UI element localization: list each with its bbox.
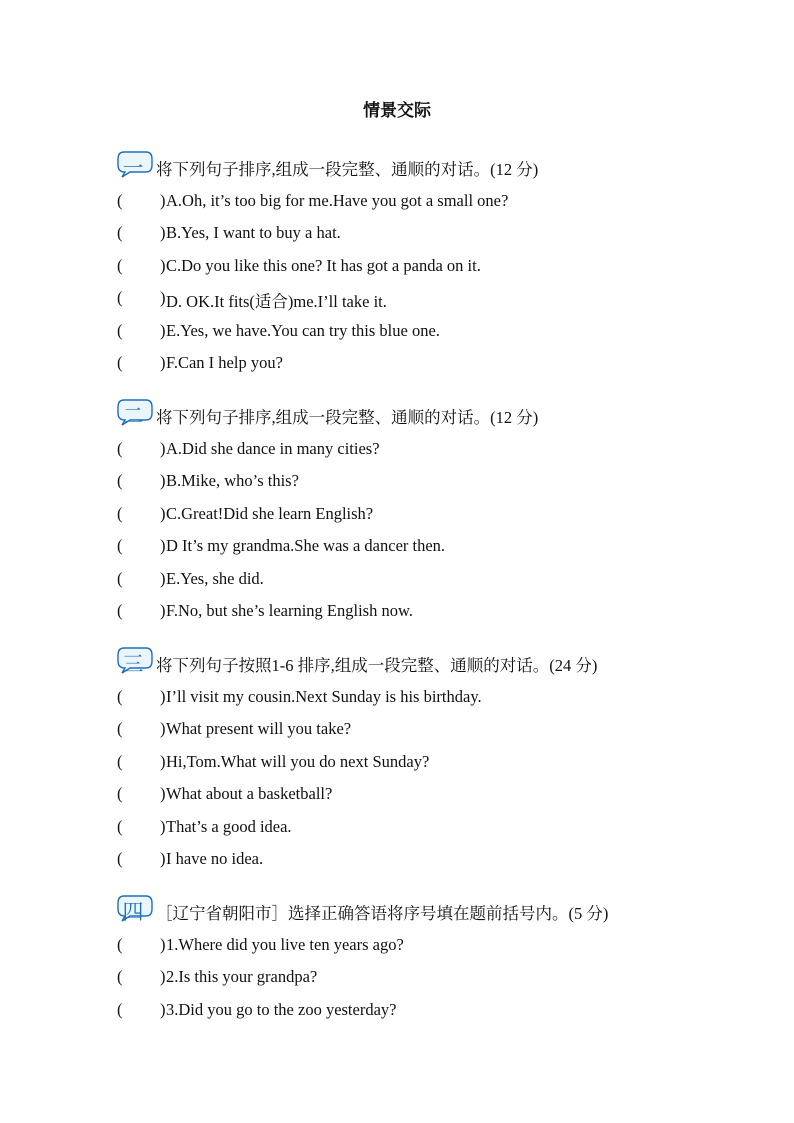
answer-blank-close: ): [160, 255, 166, 275]
section-2: [0, 398, 794, 626]
list-item: [0, 842, 794, 874]
sentence-text: B.Mike, who’s this?: [166, 471, 299, 491]
answer-blank-open[interactable]: (: [117, 439, 123, 458]
section-4: [0, 894, 794, 1025]
list-item: [0, 529, 794, 561]
list-item: [0, 745, 794, 777]
sentence-text: D It’s my grandma.She was a dancer then.: [166, 536, 446, 556]
answer-blank-open[interactable]: (: [117, 600, 123, 620]
answer-blank-open[interactable]: (: [117, 471, 123, 491]
list-item: [0, 777, 794, 809]
section-1: [0, 150, 794, 378]
section-numeral: 四: [122, 900, 144, 924]
answer-blank-close: ): [160, 784, 166, 804]
answer-blank-open[interactable]: (: [117, 568, 123, 588]
answer-blank-close: ): [160, 848, 166, 868]
list-item: [0, 562, 794, 594]
sentence-text: C.Do you like this one? It has got a panda on it.: [166, 255, 481, 275]
answer-blank-open[interactable]: (: [117, 320, 123, 340]
list-item: [0, 960, 794, 992]
section-heading: [0, 150, 794, 184]
answer-blank-open[interactable]: (: [117, 255, 123, 275]
section-instruction: 将下列句子排序,组成一段完整、通顺的对话。(12 分): [156, 408, 539, 427]
answer-blank-close: ): [160, 352, 166, 372]
sentence-text: What present will you take?: [166, 719, 352, 739]
section-instruction: ［辽宁省朝阳市］选择正确答语将序号填在题前括号内。(5 分): [156, 904, 609, 923]
answer-blank-close: ): [160, 967, 166, 987]
question-list: [0, 928, 794, 1025]
section-number-badge-icon: [116, 150, 154, 178]
section-numeral: 二: [122, 404, 144, 428]
answer-blank-open[interactable]: (: [117, 191, 123, 210]
answer-blank-open[interactable]: (: [117, 687, 123, 706]
answer-blank-close: ): [160, 503, 166, 523]
answer-blank-open[interactable]: (: [117, 719, 123, 739]
sentence-text: E.Yes, she did.: [166, 568, 264, 588]
answer-blank-close: ): [160, 935, 166, 954]
question-list: [0, 680, 794, 874]
section-number-badge-icon: [116, 646, 154, 674]
answer-blank-open[interactable]: (: [117, 751, 123, 771]
section-number-badge-icon: [116, 398, 154, 426]
answer-blank-close: ): [160, 568, 166, 588]
sentence-text: Hi,Tom.What will you do next Sunday?: [166, 751, 430, 771]
answer-blank-open[interactable]: (: [117, 816, 123, 836]
list-item: [0, 594, 794, 626]
sentence-text: I’ll visit my cousin.Next Sunday is his birthday.: [166, 687, 482, 706]
section-instruction: 将下列句子按照1-6 排序,组成一段完整、通顺的对话。(24 分): [156, 656, 598, 675]
sentence-text: 3.Did you go to the zoo yesterday?: [166, 999, 397, 1019]
answer-blank-close: ): [160, 439, 166, 458]
sentence-text: B.Yes, I want to buy a hat.: [166, 223, 341, 243]
section-numeral: 一: [122, 156, 144, 180]
answer-blank-close: ): [160, 223, 166, 243]
answer-blank-close: ): [160, 719, 166, 739]
list-item: [0, 464, 794, 496]
sentence-text: That’s a good idea.: [166, 816, 292, 836]
answer-blank-close: ): [160, 536, 166, 556]
sentence-text: 2.Is this your grandpa?: [166, 967, 318, 987]
page-title: 情景交际: [363, 101, 431, 120]
answer-blank-open[interactable]: (: [117, 967, 123, 987]
answer-blank-close: ): [160, 999, 166, 1019]
answer-blank-open[interactable]: (: [117, 288, 123, 308]
answer-blank-open[interactable]: (: [117, 352, 123, 372]
answer-blank-close: ): [160, 288, 166, 308]
sentence-text: A.Did she dance in many cities?: [166, 439, 380, 458]
list-item: [0, 346, 794, 378]
question-list: [0, 184, 794, 378]
list-item: [0, 680, 794, 712]
answer-blank-open[interactable]: (: [117, 848, 123, 868]
section-3: [0, 646, 794, 874]
answer-blank-close: ): [160, 320, 166, 340]
list-item: [0, 432, 794, 464]
answer-blank-open[interactable]: (: [117, 503, 123, 523]
list-item: [0, 712, 794, 744]
list-item: [0, 216, 794, 248]
section-instruction: 将下列句子排序,组成一段完整、通顺的对话。(12 分): [156, 160, 539, 179]
answer-blank-open[interactable]: (: [117, 536, 123, 556]
sentence-text: F.No, but she’s learning English now.: [166, 600, 413, 620]
sentence-text: 1.Where did you live ten years ago?: [166, 935, 404, 954]
answer-blank-open[interactable]: (: [117, 935, 123, 954]
sentence-text: What about a basketball?: [166, 784, 333, 804]
list-item: [0, 497, 794, 529]
sentence-text: F.Can I help you?: [166, 352, 283, 372]
list-item: [0, 810, 794, 842]
list-item: [0, 993, 794, 1025]
answer-blank-close: ): [160, 471, 166, 491]
list-item: [0, 249, 794, 281]
sentence-text: I have no idea.: [166, 848, 264, 868]
answer-blank-close: ): [160, 600, 166, 620]
list-item: [0, 281, 794, 313]
section-heading: [0, 646, 794, 680]
answer-blank-open[interactable]: (: [117, 784, 123, 804]
answer-blank-close: ): [160, 191, 166, 210]
sentence-text: E.Yes, we have.You can try this blue one.: [166, 320, 440, 340]
question-list: [0, 432, 794, 626]
answer-blank-open[interactable]: (: [117, 999, 123, 1019]
answer-blank-close: ): [160, 816, 166, 836]
section-heading: [0, 398, 794, 432]
section-numeral: 三: [122, 652, 144, 676]
list-item: [0, 928, 794, 960]
sentence-text: A.Oh, it’s too big for me.Have you got a small one?: [166, 191, 509, 210]
section-number-badge-icon: [116, 894, 154, 922]
list-item: [0, 184, 794, 216]
section-heading: [0, 894, 794, 928]
answer-blank-open[interactable]: (: [117, 223, 123, 243]
sentence-text: D. OK.It fits(适合)me.I’ll take it.: [166, 292, 387, 312]
answer-blank-close: ): [160, 687, 166, 706]
sentence-text: C.Great!Did she learn English?: [166, 503, 374, 523]
list-item: [0, 314, 794, 346]
answer-blank-close: ): [160, 751, 166, 771]
